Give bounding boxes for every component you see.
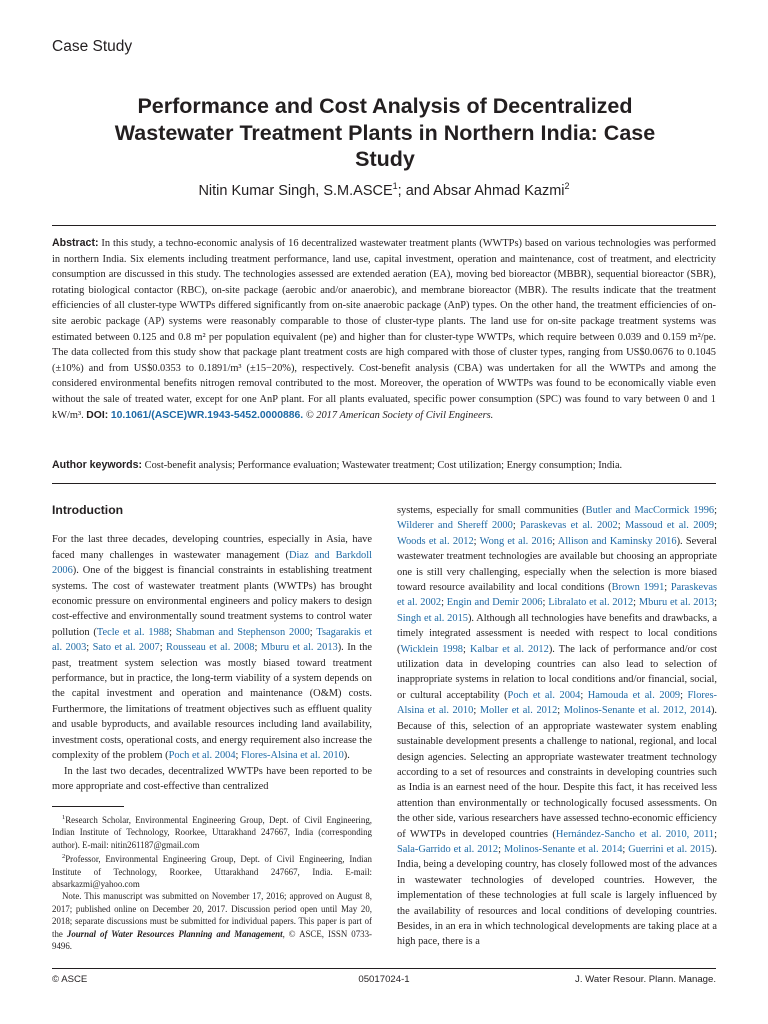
author-2-affiliation: 2 bbox=[564, 181, 570, 191]
doi-link[interactable]: 10.1061/(ASCE)WR.1943-5452.0000886. bbox=[110, 409, 304, 421]
citation-link[interactable]: Rousseau et al. 2008 bbox=[166, 642, 255, 654]
footer-rule bbox=[52, 968, 716, 969]
citation-link[interactable]: Molinos-Senante et al. 2014 bbox=[503, 843, 623, 855]
citation-link[interactable]: Allison and Kaminsky 2016 bbox=[557, 535, 677, 547]
footnotes bbox=[52, 812, 372, 952]
abstract bbox=[52, 236, 716, 423]
citation-link[interactable]: Paraskevas et al. 2002 bbox=[520, 520, 618, 532]
submission-note bbox=[52, 890, 372, 952]
citation-link[interactable]: Paraskevas et al. 2002 bbox=[397, 582, 717, 609]
submission-note-text: Note. This manuscript was submitted on November 17, 2016; approved on August 8, 2017; published online on December 20, 2017. Discussion period open until May 20, 2018; separate discussions must be submitted for individual papers. This paper is part of the bbox=[52, 891, 372, 939]
keywords-text: Cost-benefit analysis; Performance evaluation; Wastewater treatment; Cost utilization; Energy consumption; India. bbox=[142, 460, 623, 471]
citation-link[interactable]: Shabman and Stephenson 2000 bbox=[175, 626, 310, 638]
footnote-2-marker: 2 bbox=[62, 853, 66, 861]
citation-link[interactable]: Tsagarakis et al. 2003 bbox=[52, 626, 372, 654]
footnote-rule bbox=[52, 806, 124, 807]
citation-link[interactable]: Sato et al. 2007 bbox=[92, 642, 160, 654]
footnote-2-text: Professor, Environmental Engineering Group, Dept. of Civil Engineering, Indian Institute of Technology, Roorkee, Uttarakhand 247667, India. E-mail: absarkazmi@yahoo.com bbox=[52, 854, 372, 889]
doi-label: DOI: bbox=[86, 409, 109, 421]
citation-link[interactable]: Mburu et al. 2013 bbox=[260, 642, 338, 654]
footer-article-number: 05017024-1 bbox=[358, 974, 410, 985]
citation-link[interactable]: Butler and MacCormick 1996 bbox=[585, 505, 715, 516]
left-column bbox=[52, 503, 372, 794]
citation-link[interactable]: Massoud et al. 2009 bbox=[625, 520, 715, 532]
footnote-1 bbox=[52, 812, 372, 851]
citation-link[interactable]: Wilderer and Shereff 2000 bbox=[397, 520, 513, 532]
intro-paragraph-1: For the last three decades, developing countries, especially in Asia, have faced many challenges in wastewater management (Diaz and Barkdoll 2006). One of the biggest is financial constraints in establishing treatment systems. The cost of wastewater treatment plants (WWTPs) has brought economic pressure on environmental engineers and policy makers to design cost-effective and environmentally sound treatment systems to control water pollution (Tecle et al. 1988; Shabman and Stephenson 2000; Tsagarakis et al. 2003; Sato et al. 2007; Rousseau et al. 2008; Mburu et al. 2013). In the past, treatment system selection was mostly biased toward treatment performance, but in practice, the long-term viability of a system depends on the capital investment and operation and maintenance (O&M) costs. Furthermore, the limitations of treatment objectives such as effluent quality and usable byproducts, and available resources including land availability, investment costs, operational costs, and energy requirement also increase the complexity of the problem (Poch et al. 2004; Flores-Alsina et al. 2010). bbox=[52, 534, 372, 762]
citation-link[interactable]: Tecle et al. 1988 bbox=[96, 626, 170, 638]
citation-link[interactable]: Libralato et al. 2012 bbox=[548, 597, 634, 609]
intro-paragraph-2-continued: systems, especially for small communities (Butler and MacCormick 1996; Wilderer and Shereff 2000; Paraskevas et al. 2002; Massoud et al. 2009; Woods et al. 2012; Wong et al. 2016; Allison and Kaminsky 2016). Several wastewater treatment technologies are available but choosing an appropriate one is still very challenging, especially when the selection is more biased toward resource availability and local conditions (Brown 1991; Paraskevas et al. 2002; Engin and Demir 2006; Libralato et al. 2012; Mburu et al. 2013; Singh et al. 2015). Although all technologies have benefits and drawbacks, a timely integrated assessment is needed with respect to local conditions (Wicklein 1998; Kalbar et al. 2012). The lack of performance and/or cost utilization data in developing countries can also lead to selection of inappropriate systems in relation to local conditions and/or financial, social, or cultural acceptability (Poch et al. 2004; Hamouda et al. 2009; Flores-Alsina et al. 2010; Moller et al. 2012; Molinos-Senante et al. 2012, 2014). Because of this, selection of an appropriate wastewater system enabling sustainable development presents a challenge to national, regional, and local design agencies. Selecting an appropriate wastewater treatment technology according to a set of resources and constraints in developing countries such as India is an earnest need of the hour. Despite this fact, it has received less attention than environmentally or technologically focused assessments. On the other side, various researchers have assessed techno-economic efficiency of WWTPs in developed countries (Hernández-Sancho et al. 2010, 2011; Sala-Garrido et al. 2012; Molinos-Senante et al. 2014; Guerrini et al. 2015). India, being a developing country, has closely followed most of the advances in wastewater technologies of developed countries. However, the implementation of these technologies at full scale is largely influenced by the availability of resources and local conditions of developing countries. Besides, in an era in which technological developments are taking place at a high pace, there is a bbox=[397, 505, 718, 948]
abstract-bottom-rule bbox=[52, 483, 716, 484]
citation-link[interactable]: Kalbar et al. 2012 bbox=[469, 643, 549, 655]
abstract-text: In this study, a techno-economic analysis of 16 decentralized wastewater treatment plants (WWTPs) based on various technologies was performed in northern India. Six elements including treatment performance, land use, capital investment, operation and maintenance, cost of treatment, and electricity consumption are discussed in this study. The technologies assessed are extended aeration (EA), moving bed bioreactor (MBBR), sequential bioreactor (SBR), rotating biological contactor (RBC), on-site package (aerobic and/or anaerobic), and membrane bioreactor (MBR). The results indicate that the treatment efficiencies of all cluster-type WWTPs differed significantly from on-site anaerobic package (AnP) types. On the other hand, the treatment efficiencies of on-site aerobic package (AP) systems were reasonably comparable to those of cluster-type plants. The land use for on-site package treatment systems was estimated between 0.125 and 0.8 m² per population equivalent (pe) and higher than for cluster-type WWTPs, which require between 0.039 and 0.159 m²/pe. The data collected from this study show that package plant treatment costs are high compared with those of cluster types, ranging from US$0.0676 to 0.1045 (±10%) and from US$0.0353 to 0.1891/m³ (±15−20%), respectively. Cost-benefit analysis (CBA) was undertaken for all the WWTPs and among the considered environmental benefits nitrogen removal contributed to the most. Moreover, the operation of WWTPs was found to be economically viable even without the sale of treated water, except for one AnP plant. For all plants evaluated, specific power consumption (SPC) was found to vary between 0 and 1 kW/m³. bbox=[52, 238, 716, 421]
citation-link[interactable]: Diaz and Barkdoll 2006 bbox=[52, 549, 372, 577]
author-2: Absar Ahmad Kazmi bbox=[433, 182, 565, 199]
citation-link[interactable]: Molinos-Senante et al. 2012, 2014 bbox=[563, 705, 711, 717]
citation-link[interactable]: Moller et al. 2012 bbox=[479, 705, 558, 717]
citation-link[interactable]: Wicklein 1998 bbox=[400, 643, 463, 655]
issn-text: , © ASCE, ISSN 0733-9496. bbox=[52, 928, 372, 951]
author-keywords bbox=[52, 458, 716, 474]
author-list bbox=[60, 181, 708, 199]
footer-journal: J. Water Resour. Plann. Manage. bbox=[575, 974, 716, 985]
footnote-1-text: Research Scholar, Environmental Engineering Group, Dept. of Civil Engineering, Indian Institute of Technology, Roorkee, Uttarakhand 247667, India (corresponding author). E-mail: nitin261187@gmail.com bbox=[52, 814, 372, 850]
citation-link[interactable]: Sala-Garrido et al. 2012 bbox=[397, 843, 499, 855]
citation-link[interactable]: Woods et al. 2012 bbox=[397, 535, 474, 547]
author-1-affiliation: 1 bbox=[392, 181, 398, 191]
citation-link[interactable]: Singh et al. 2015 bbox=[397, 612, 468, 624]
footer-publisher: © ASCE bbox=[52, 974, 88, 985]
keywords-label: Author keywords: bbox=[52, 459, 143, 471]
citation-link[interactable]: Poch et al. 2004 bbox=[507, 689, 581, 701]
journal-name: Journal of Water Resources Planning and Management bbox=[66, 928, 283, 939]
footnote-1-marker: 1 bbox=[62, 814, 66, 821]
citation-link[interactable]: Poch et al. 2004 bbox=[168, 750, 236, 762]
footnote-2 bbox=[52, 851, 372, 890]
right-column bbox=[397, 503, 717, 950]
intro-paragraph-2: In the last two decades, decentralized WWTPs have been reported to be more appropriate and cost-effective than centralized bbox=[52, 765, 372, 792]
citation-link[interactable]: Flores-Alsina et al. 2010 bbox=[241, 750, 344, 762]
abstract-label: Abstract: bbox=[52, 237, 99, 249]
section-label: Case Study bbox=[52, 38, 133, 55]
citation-link[interactable]: Brown 1991 bbox=[611, 582, 665, 594]
citation-link[interactable]: Engin and Demir 2006 bbox=[446, 597, 543, 609]
citation-link[interactable]: Flores-Alsina et al. 2010 bbox=[397, 689, 717, 717]
copyright-notice: © 2017 American Society of Civil Engineers. bbox=[303, 409, 494, 421]
citation-link[interactable]: Wong et al. 2016 bbox=[479, 535, 553, 547]
author-separator: ; and bbox=[397, 182, 434, 199]
citation-link[interactable]: Hamouda et al. 2009 bbox=[587, 689, 681, 701]
paper-title: Performance and Cost Analysis of Decentralized Wastewater Treatment Plants in Northern India: Case Study bbox=[114, 94, 656, 171]
citation-link[interactable]: Mburu et al. 2013 bbox=[638, 597, 715, 609]
abstract-top-rule bbox=[52, 225, 716, 226]
author-1: Nitin Kumar Singh, S.M.ASCE bbox=[198, 182, 393, 199]
introduction-heading: Introduction bbox=[52, 503, 124, 517]
citation-link[interactable]: Hernández-Sancho et al. 2010, 2011 bbox=[555, 828, 715, 840]
citation-link[interactable]: Guerrini et al. 2015 bbox=[628, 843, 711, 855]
